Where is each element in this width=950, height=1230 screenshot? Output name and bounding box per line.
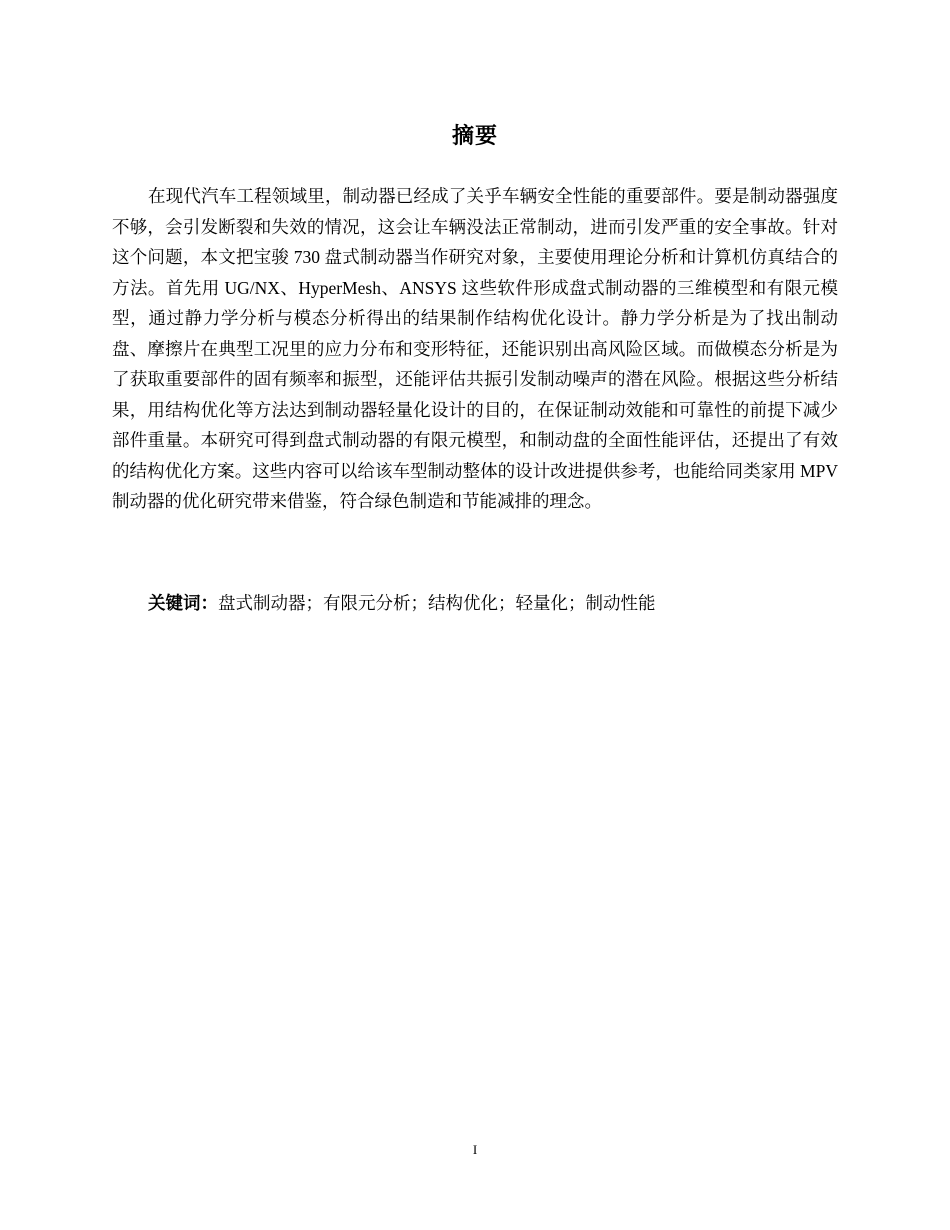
keywords-label: 关键词： xyxy=(148,594,218,614)
keywords-line xyxy=(112,589,838,618)
page-number: I xyxy=(472,1142,478,1157)
keywords-text: 盘式制动器；有限元分析；结构优化；轻量化；制动性能 xyxy=(218,593,656,613)
abstract-title: 摘要 xyxy=(451,124,498,149)
abstract-body: 在现代汽车工程领域里，制动器已经成了关乎车辆安全性能的重要部件。要是制动器强度不够，会引发断裂和失效的情况，这会让车辆没法正常制动，进而引发严重的安全事故。针对这个问题，本文把宝骏 730 盘式制动器当作研究对象，主要使用理论分析和计算机仿真结合的方法。首先用 UG/NX、HyperMesh、ANSYS 这些软件形成盘式制动器的三维模型和有限元模型，通过静力学分析与模态分析得出的结果制作结构优化设计。静力学分析是为了找出制动盘、摩擦片在典型工况里的应力分布和变形特征，还能识别出高风险区域。而做模态分析是为了获取重要部件的固有频率和振型，还能评估共振引发制动噪声的潜在风险。根据这些分析结果，用结构优化等方法达到制动器轻量化设计的目的，在保证制动效能和可靠性的前提下减少部件重量。本研究可得到盘式制动器的有限元模型，和制动盘的全面性能评估，还提出了有效的结构优化方案。这些内容可以给该车型制动整体的设计改进提供参考，也能给同类家用 MPV 制动器的优化研究带来借鉴，符合绿色制造和节能减排的理念。 xyxy=(112,186,838,511)
